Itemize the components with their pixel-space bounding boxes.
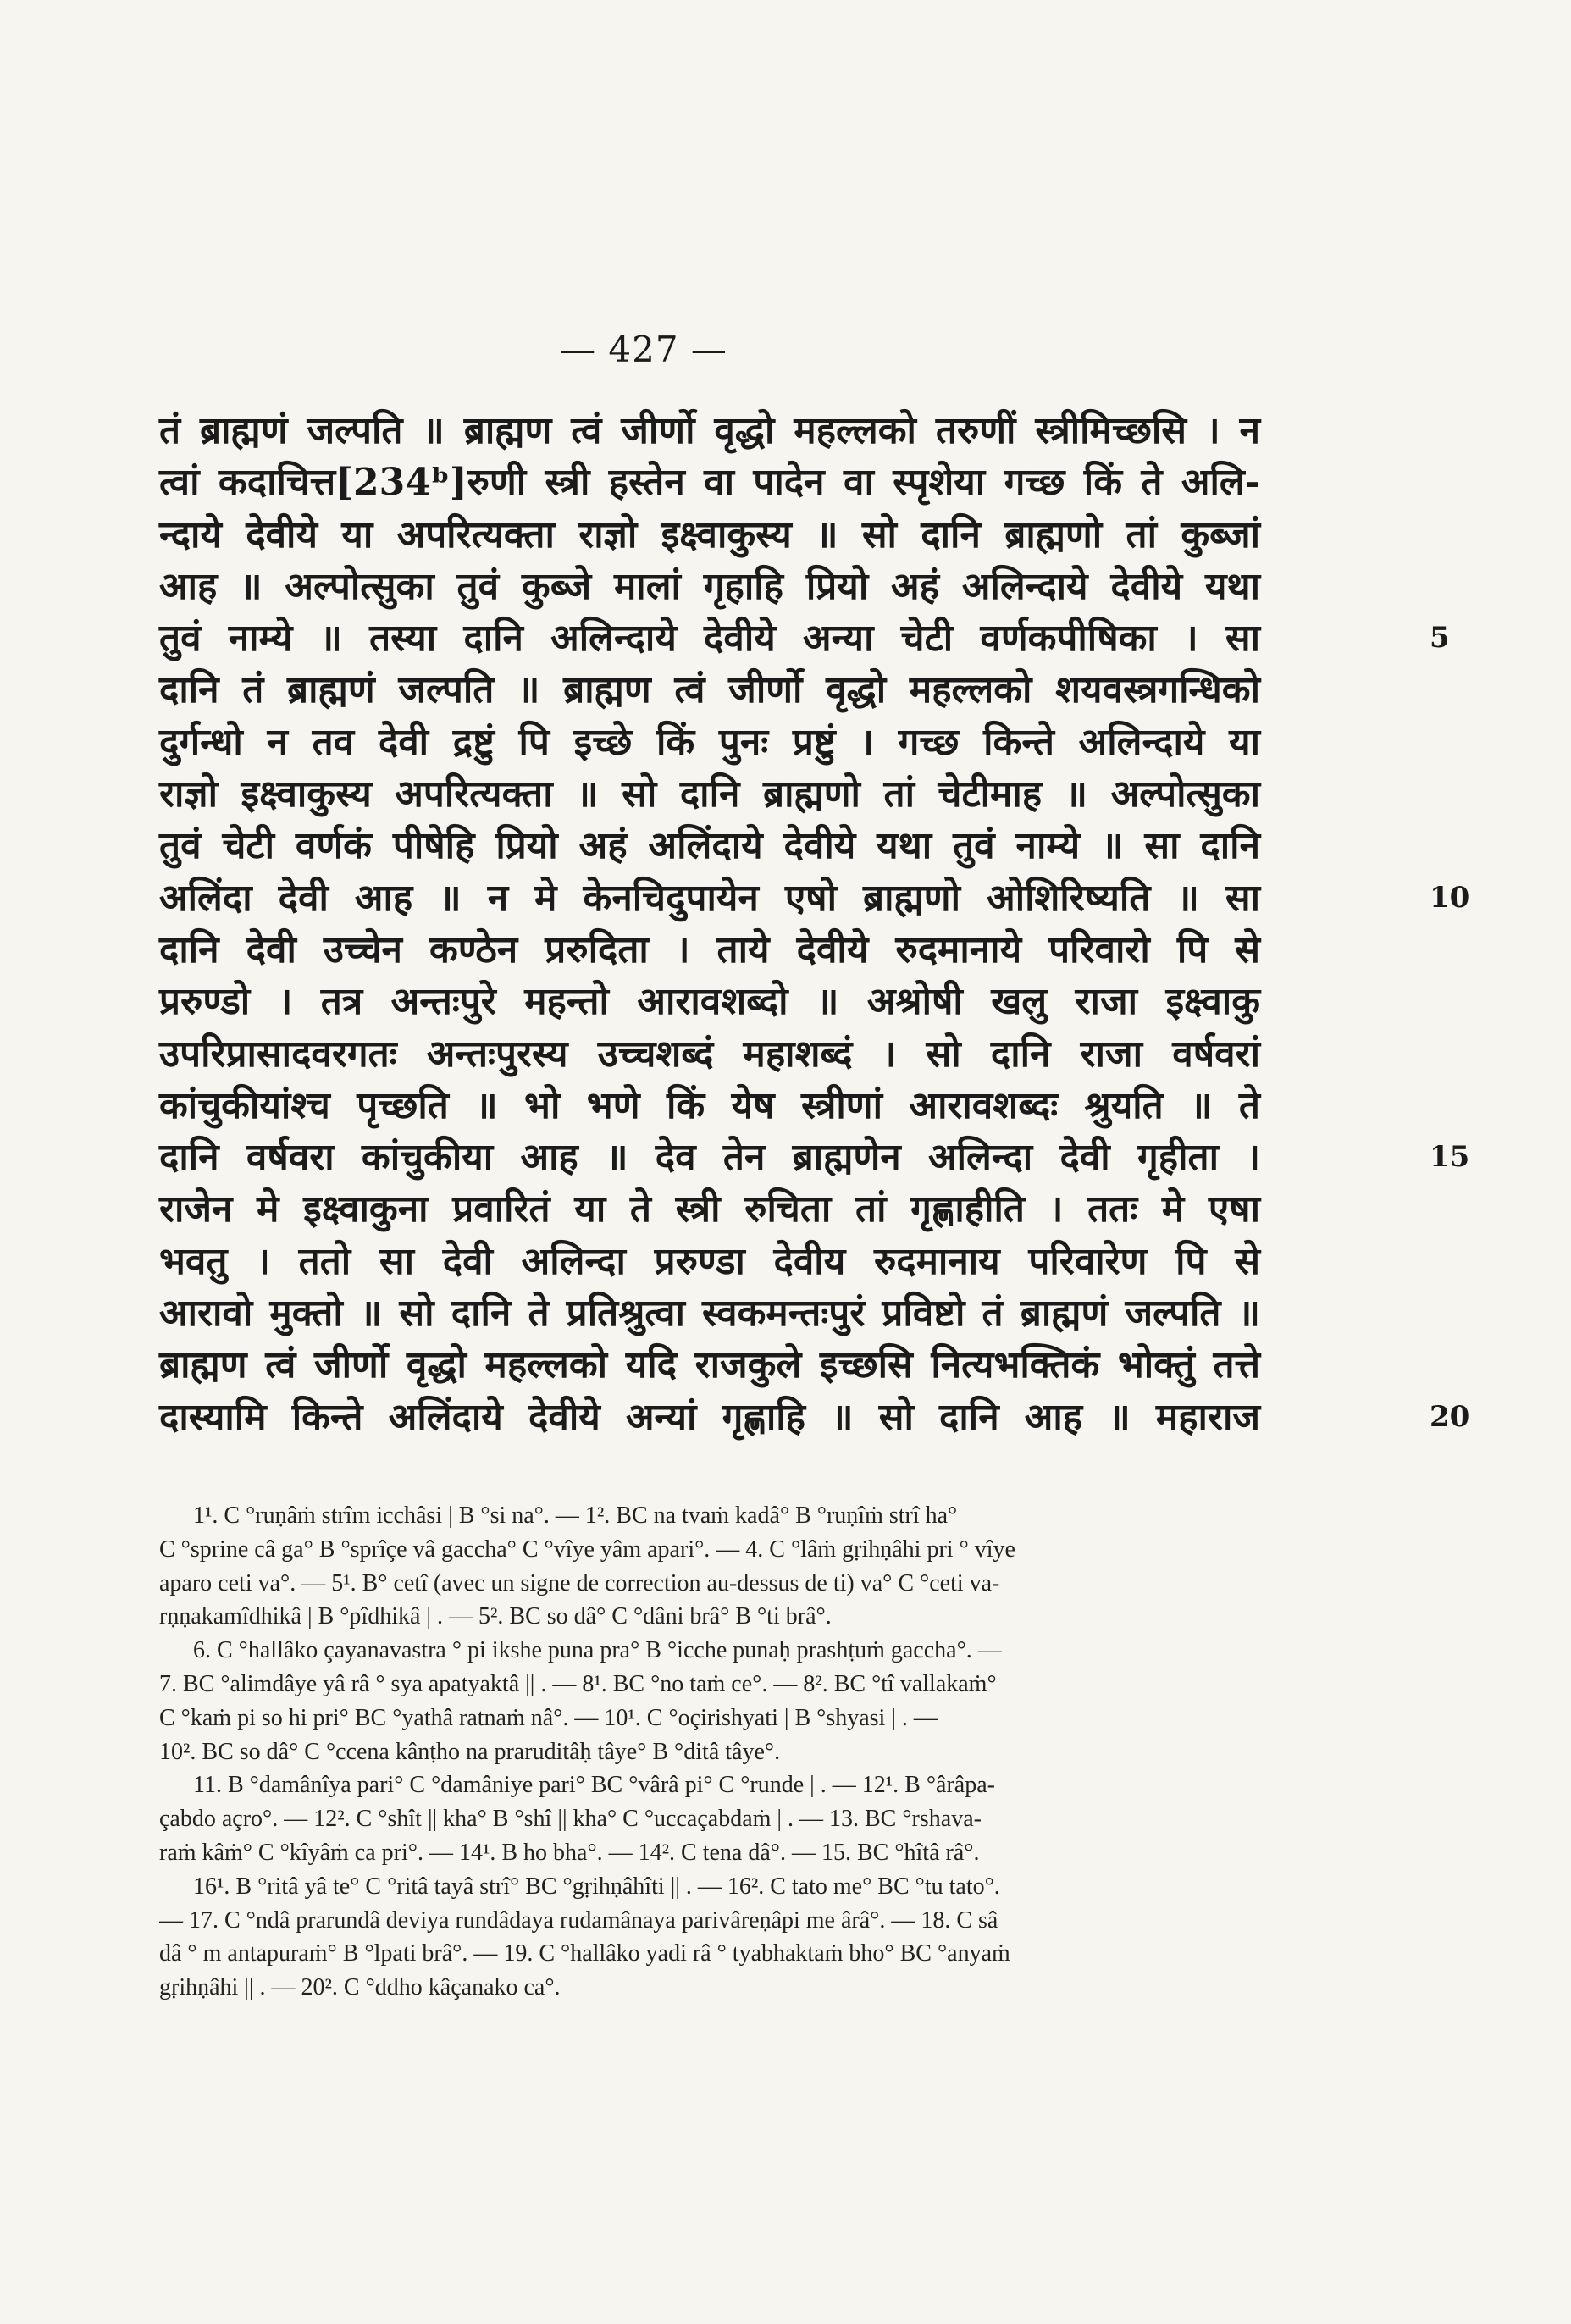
footnote-line: aparo ceti va°. — 5¹. B° cetî (avec un signe de correction au-dessus de ti) va° C °ceti va- (159, 1569, 1000, 1596)
line-number: 20 (1430, 1399, 1470, 1434)
text-line (159, 1392, 1470, 1443)
text-line-content: दास्यामि किन्ते अलिंदाये देवीये अन्यां गृह्णाहि ॥ सो दानि आह ॥ महाराज (159, 1395, 1260, 1439)
text-line (159, 561, 1260, 612)
text-line-content: दुर्गन्धो न तव देवी द्रष्टुं पि इच्छे किं पुनः प्रष्टुं । गच्छ किन्ते अलिन्दाये या (159, 720, 1260, 764)
text-line-content: तं ब्राह्मणं जल्पति ॥ ब्राह्मण त्वं जीर्णो वृद्धो महल्लको तरुणीं स्त्रीमिच्छसि । न (159, 409, 1260, 452)
text-line (159, 1287, 1260, 1339)
footnote-line: 11. B °damânîya pari° C °damâniye pari° BC °vârâ pi° C °runde | . — 12¹. B °ârâpa- (193, 1772, 995, 1799)
text-line (159, 612, 1450, 664)
footnote-line: 1¹. C °ruṇâṁ strîm icchâsi | B °si na°. — 1². BC na tvaṁ kadâ° B °ruṇîṁ strî ha° (193, 1502, 958, 1529)
text-line (159, 768, 1260, 820)
text-line (159, 405, 1260, 456)
footnote-line: C °sprine câ ga° B °sprîçe vâ gaccha° C °vîye yâm apari°. — 4. C °lâṁ gṛihṇâhi pri ° vîye (159, 1536, 1015, 1563)
text-line-content: राज्ञो इक्ष्वाकुस्य अपरित्यक्ता ॥ सो दानि ब्राह्मणो तां चेटीमाह ॥ अल्पोत्सुका (159, 772, 1260, 816)
text-line-content: आरावो मुक्तो ॥ सो दानि ते प्रतिश्रुत्वा स्वकमन्तःपुरं प्रविष्टो तं ब्राह्मणं जल्पति ॥ (159, 1292, 1260, 1336)
footnote-line: rṇṇakamîdhikâ | B °pîdhikâ | . — 5². BC so dâ° C °dâni brâ° B °ti brâ°. (159, 1603, 832, 1630)
text-line (159, 924, 1260, 976)
text-line (159, 820, 1260, 872)
text-line-content: दानि वर्षवरा कांचुकीया आह ॥ देव तेन ब्राह्मणेन अलिन्दा देवी गृहीता । (159, 1136, 1260, 1180)
text-line-content: कांचुकीयांश्च पृच्छति ॥ भो भणे किं येष स्त्रीणां आरावशब्दः श्रुयति ॥ ते (159, 1083, 1260, 1127)
text-line-content: भवतु । ततो सा देवी अलिन्दा प्ररुण्डा देवीय रुदमानाय परिवारेण पि से (159, 1239, 1260, 1283)
text-line (159, 1080, 1260, 1132)
text-line-content: तुवं चेटी वर्णकं पीषेहि प्रियो अहं अलिंदाये देवीये यथा तुवं नाम्ये ॥ सा दानि (159, 824, 1260, 868)
text-line (159, 456, 1260, 508)
line-number: 5 (1430, 621, 1450, 656)
sanskrit-text-block (159, 405, 1470, 1443)
text-line-content: दानि देवी उच्चेन कण्ठेन प्ररुदिता । ताये देवीये रुदमानाये परिवारो पि से (159, 927, 1260, 971)
text-line (159, 664, 1260, 716)
text-line-content: न्दाये देवीये या अपरित्यक्ता राज्ञो इक्ष्वाकुस्य ॥ सो दानि ब्राह्मणो तां कुब्जां (159, 512, 1260, 556)
text-line (159, 509, 1260, 561)
text-line-content: त्वां कदाचित्त[234ᵇ]रुणी स्त्री हस्तेन वा पादेन वा स्पृशेया गच्छ किं ते अलि- (159, 461, 1260, 505)
footnote-line: çabdo açro°. — 12². C °shît || kha° B °shî || kha° C °uccaçabdaṁ | . — 13. BC °rshava- (159, 1806, 982, 1833)
text-line (159, 1339, 1260, 1391)
text-line-content: तुवं नाम्ये ॥ तस्या दानि अलिन्दाये देवीये अन्या चेटी वर्णकपीषिका । सा (159, 617, 1261, 661)
text-line-content: राजेन मे इक्ष्वाकुना प्रवारितं या ते स्त्री रुचिता तां गृह्णाहीति । ततः मे एषा (159, 1187, 1260, 1231)
text-line (159, 872, 1470, 924)
text-line (159, 1236, 1260, 1287)
text-line-content: ब्राह्मण त्वं जीर्णो वृद्धो महल्लको यदि राजकुले इच्छसि नित्यभक्तिकं भोक्तुं तत्ते (159, 1343, 1260, 1387)
footnote-line: gṛihṇâhi || . — 20². C °ddho kâçanako ca°. (159, 1974, 561, 2001)
footnote-line: 6. C °hallâko çayanavastra ° pi ikshe puna pra° B °icche punaḥ prashṭuṁ gaccha°. — (193, 1637, 1002, 1664)
footnote-line: C °kaṁ pi so hi pri° BC °yathâ ratnaṁ nâ°. — 10¹. C °oçirishyati | B °shyasi | . — (159, 1704, 938, 1731)
text-line (159, 976, 1260, 1027)
footnote-line: 7. BC °alimdâye yâ râ ° sya apatyaktâ || . — 8¹. BC °no taṁ ce°. — 8². BC °tî vallakaṁ° (159, 1670, 997, 1697)
text-line (159, 717, 1260, 768)
text-line-content: प्ररुण्डो । तत्र अन्तःपुरे महन्तो आरावशब्दो ॥ अश्रोषी खलु राजा इक्ष्वाकु (159, 980, 1260, 1024)
footnote-line: 10². BC so dâ° C °ccena kânṭho na praruditâḥ tâye° B °ditâ tâye°. (159, 1738, 781, 1765)
text-line-content: अलिंदा देवी आह ॥ न मे केनचिदुपायेन एषो ब्राह्मणो ओशिरिष्यति ॥ सा (159, 876, 1260, 920)
footnote-line: 16¹. B °ritâ yâ te° C °ritâ tayâ strî° BC °gṛihṇâhîti || . — 16². C tato me° BC °tu tato°. (193, 1873, 1000, 1900)
footnote-line: — 17. C °ndâ prarundâ deviya rundâdaya rudamânaya parivâreṇâpi me ârâ°. — 18. C sâ (159, 1906, 998, 1934)
text-line (159, 1132, 1470, 1183)
text-line-content: दानि तं ब्राह्मणं जल्पति ॥ ब्राह्मण त्वं जीर्णो वृद्धो महल्लको शयवस्त्रगन्धिको (159, 668, 1260, 712)
line-number: 10 (1430, 880, 1470, 915)
footnote-line: raṁ kâṁ° C °kîyâṁ ca pri°. — 14¹. B ho bha°. — 14². C tena dâ°. — 15. BC °hîtâ râ°. (159, 1839, 980, 1866)
text-line (159, 1183, 1260, 1235)
page-number: — 427 — (560, 329, 727, 370)
footnotes (159, 1499, 1252, 2005)
text-line (159, 1028, 1260, 1080)
text-line-content: आह ॥ अल्पोत्सुका तुवं कुब्जे मालां गृहाहि प्रियो अहं अलिन्दाये देवीये यथा (159, 564, 1260, 608)
text-line-content: उपरिप्रासादवरगतः अन्तःपुरस्य उच्चशब्दं महाशब्दं । सो दानि राजा वर्षवरां (159, 1032, 1260, 1076)
line-number: 15 (1430, 1140, 1470, 1175)
footnote-line: dâ ° m antapuraṁ° B °lpati brâ°. — 19. C °hallâko yadi râ ° tyabhaktaṁ bho° BC °anyaṁ (159, 1940, 1010, 1967)
